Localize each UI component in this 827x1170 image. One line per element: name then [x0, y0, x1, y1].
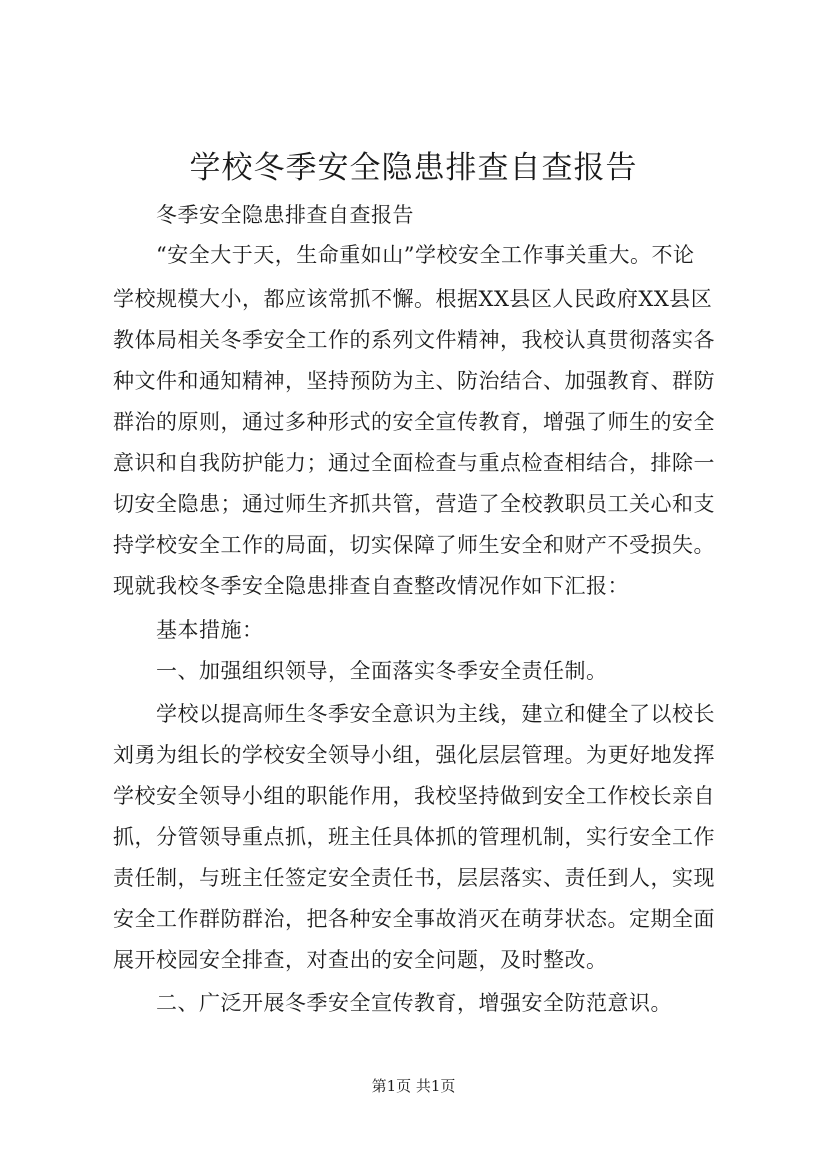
- paragraph-line: 安全工作群防群治，把各种安全事故消灭在萌芽状态。定期全面: [113, 907, 715, 931]
- paragraph-line: 持学校安全工作的局面，切实保障了师生安全和财产不受损失。: [113, 533, 715, 557]
- paragraph-line: 意识和自我防护能力；通过全面检查与重点检查相结合，排除一: [113, 451, 715, 475]
- page-number-footer: 第1页 共1页: [371, 1077, 456, 1095]
- paragraph-line: 抓，分管领导重点抓，班主任具体抓的管理机制，实行安全工作: [113, 825, 715, 849]
- paragraph-line: 展开校园安全排查，对查出的安全问题，及时整改。: [113, 948, 608, 972]
- paragraph-line: 刘勇为组长的学校安全领导小组，强化层层管理。为更好地发挥: [113, 743, 715, 767]
- paragraph-line: 群治的原则，通过多种形式的安全宣传教育，增强了师生的安全: [113, 410, 715, 434]
- subtitle-line: 冬季安全隐患排查自查报告: [156, 203, 414, 227]
- section-heading: 一、加强组织领导，全面落实冬季安全责任制。: [156, 659, 608, 683]
- section-label: 基本措施：: [156, 618, 264, 642]
- paragraph-line: 教体局相关冬季安全工作的系列文件精神，我校认真贯彻落实各: [113, 328, 715, 352]
- paragraph-line: 种文件和通知精神，坚持预防为主、防治结合、加强教育、群防: [113, 369, 715, 393]
- paragraph-line: 切安全隐患；通过师生齐抓共管，营造了全校教职员工关心和支: [113, 492, 715, 516]
- paragraph-line: 责任制，与班主任签定安全责任书，层层落实、责任到人，实现: [113, 866, 715, 890]
- section-heading: 二、广泛开展冬季安全宣传教育，增强安全防范意识。: [156, 991, 672, 1015]
- document-title: 学校冬季安全隐患排查自查报告: [189, 150, 638, 186]
- paragraph-line: 现就我校冬季安全隐患排查自查整改情况作如下汇报：: [113, 574, 629, 598]
- paragraph-line: “安全大于天，生命重如山”学校安全工作事关重大。不论: [156, 243, 695, 267]
- paragraph-line: 学校规模大小，都应该常抓不懈。根据XX县区人民政府XX县区: [113, 287, 713, 311]
- paragraph-line: 学校以提高师生冬季安全意识为主线，建立和健全了以校长: [156, 702, 715, 726]
- paragraph-line: 学校安全领导小组的职能作用，我校坚持做到安全工作校长亲自: [113, 784, 715, 808]
